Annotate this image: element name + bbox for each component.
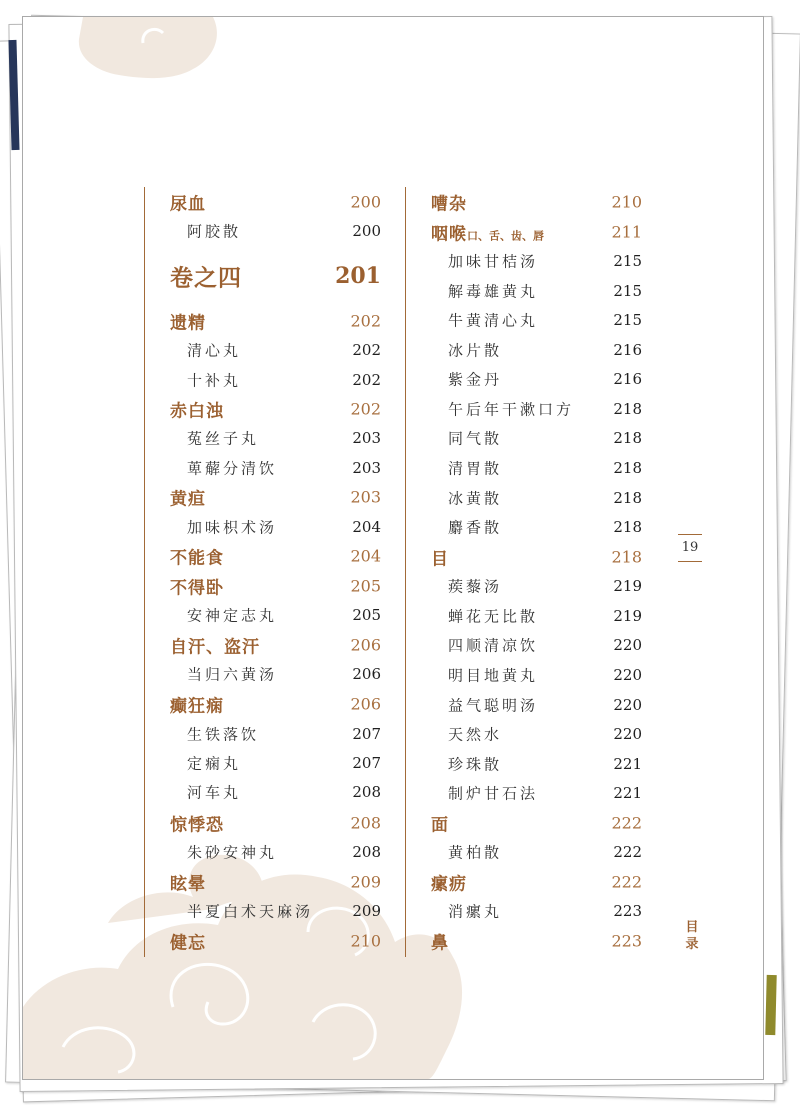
entry-page-number: 202 <box>352 341 381 359</box>
toc-entry-item[interactable] <box>406 662 642 688</box>
entry-title: 目 <box>431 549 449 570</box>
toc-entry-item[interactable] <box>406 455 642 481</box>
toc-entry-item[interactable] <box>145 750 381 776</box>
entry-page-number: 205 <box>350 576 381 596</box>
toc-entry-item[interactable] <box>406 366 642 392</box>
entry-title: 菟丝子丸 <box>187 429 260 448</box>
entry-title: 赤白浊 <box>170 401 224 422</box>
entry-title: 四顺清凉饮 <box>448 636 539 655</box>
entry-title: 清胃散 <box>448 459 503 478</box>
entry-title: 卷之四 <box>170 264 242 292</box>
toc-column-right <box>405 187 640 957</box>
entry-page-number: 209 <box>350 872 381 892</box>
toc-entry-volume[interactable] <box>145 263 381 292</box>
entry-page-number: 216 <box>613 340 642 359</box>
entry-title: 惊悸恐 <box>170 815 224 836</box>
page-number: 19 <box>678 534 702 562</box>
entry-title: 鼻 <box>431 933 449 954</box>
entry-page-number: 216 <box>613 370 642 389</box>
entry-title: 朱砂安神丸 <box>187 843 278 862</box>
entry-page-number: 204 <box>352 518 381 536</box>
toc-entry-heading[interactable] <box>406 869 642 895</box>
entry-page-number: 221 <box>613 754 642 773</box>
entry-page-number: 215 <box>613 252 642 271</box>
entry-title: 嘈杂 <box>431 194 467 215</box>
entry-page-number: 202 <box>352 371 381 389</box>
entry-title: 益气聪明汤 <box>448 696 539 715</box>
entry-title: 安神定志丸 <box>187 606 278 625</box>
entry-page-number: 203 <box>352 429 381 447</box>
toc-entry-item[interactable] <box>145 898 381 924</box>
entry-title: 制炉甘石法 <box>448 784 539 803</box>
entry-page-number: 223 <box>611 931 642 951</box>
toc-entry-item[interactable] <box>145 779 381 805</box>
toc-entry-heading[interactable] <box>145 308 381 334</box>
toc-entry-heading[interactable] <box>406 544 642 570</box>
entry-title: 面 <box>431 815 449 836</box>
toc-entry-item[interactable] <box>406 248 642 274</box>
entry-page-number: 200 <box>350 192 381 212</box>
entry-title: 当归六黄汤 <box>187 665 278 684</box>
entry-title: 加味甘桔汤 <box>448 252 539 271</box>
entry-subtitle-note: 口、舌、齿、唇 <box>467 229 544 243</box>
toc-entry-heading[interactable] <box>145 484 381 510</box>
entry-page-number: 204 <box>350 546 381 566</box>
entry-title: 咽喉口、舌、齿、唇 <box>431 224 544 245</box>
entry-title: 定痫丸 <box>187 754 242 773</box>
toc-entry-item[interactable] <box>406 396 642 422</box>
entry-title: 眩晕 <box>170 874 206 895</box>
toc-column-left <box>144 187 379 957</box>
entry-page-number: 206 <box>350 694 381 714</box>
entry-title: 癫狂痫 <box>170 696 224 717</box>
entry-page-number: 218 <box>611 547 642 567</box>
cloud-pattern-decoration <box>23 17 763 1079</box>
entry-page-number: 208 <box>352 843 381 861</box>
entry-page-number: 218 <box>613 399 642 418</box>
cover-edge <box>765 975 776 1035</box>
entry-page-number: 222 <box>611 872 642 892</box>
toc-entry-item[interactable] <box>145 661 381 687</box>
entry-title: 蒺藜汤 <box>448 577 503 596</box>
toc-entry-item[interactable] <box>145 367 381 393</box>
toc-entry-item[interactable] <box>406 839 642 865</box>
toc-entry-item[interactable] <box>406 573 642 599</box>
entry-title: 珍珠散 <box>448 755 503 774</box>
entry-page-number: 220 <box>613 665 642 684</box>
toc-entry-item[interactable] <box>406 692 642 718</box>
toc-entry-heading[interactable] <box>145 691 381 717</box>
entry-title: 冰黄散 <box>448 489 503 508</box>
entry-page-number: 218 <box>613 488 642 507</box>
entry-page-number: 206 <box>352 665 381 683</box>
toc-entry-item[interactable] <box>406 337 642 363</box>
entry-title: 加味枳术汤 <box>187 518 278 537</box>
entry-title: 午后年干漱口方 <box>448 400 575 419</box>
toc-entry-item[interactable] <box>406 425 642 451</box>
entry-page-number: 208 <box>352 783 381 801</box>
entry-title: 遗精 <box>170 313 206 334</box>
toc-entry-heading[interactable] <box>145 928 381 954</box>
entry-title: 不能食 <box>170 548 224 569</box>
toc-entry-heading[interactable] <box>145 810 381 836</box>
toc-entry-item[interactable] <box>145 839 381 865</box>
entry-title: 自汗、盗汗 <box>170 637 260 658</box>
entry-page-number: 201 <box>335 263 381 289</box>
entry-title: 冰片散 <box>448 341 503 360</box>
entry-title: 半夏白术天麻汤 <box>187 902 314 921</box>
entry-page-number: 218 <box>613 518 642 537</box>
entry-title: 瘰疬 <box>431 874 467 895</box>
entry-page-number: 207 <box>352 754 381 772</box>
toc-entry-item[interactable] <box>406 514 642 540</box>
toc-entry-item[interactable] <box>145 721 381 747</box>
entry-page-number: 221 <box>613 784 642 803</box>
entry-page-number: 209 <box>352 902 381 920</box>
toc-entry-item[interactable] <box>145 337 381 363</box>
entry-title: 萆薢分清饮 <box>187 459 278 478</box>
toc-entry-item[interactable] <box>406 632 642 658</box>
entry-page-number: 219 <box>613 606 642 625</box>
toc-entry-heading[interactable] <box>406 219 642 245</box>
toc-entry-item[interactable] <box>406 780 642 806</box>
toc-entry-item[interactable] <box>406 485 642 511</box>
entry-page-number: 203 <box>352 459 381 477</box>
entry-title: 明目地黄丸 <box>448 666 539 685</box>
entry-page-number: 202 <box>350 311 381 331</box>
entry-title: 健忘 <box>170 933 206 954</box>
entry-page-number: 210 <box>350 931 381 951</box>
entry-page-number: 215 <box>613 281 642 300</box>
toc-entry-heading[interactable] <box>145 632 381 658</box>
toc-entry-heading[interactable] <box>145 189 381 215</box>
entry-title: 同气散 <box>448 429 503 448</box>
toc-page <box>22 16 764 1080</box>
entry-title: 黄疸 <box>170 489 206 510</box>
entry-page-number: 218 <box>613 429 642 448</box>
entry-page-number: 211 <box>611 222 642 242</box>
toc-entry-item[interactable] <box>145 602 381 628</box>
entry-page-number: 220 <box>613 725 642 744</box>
entry-title: 不得卧 <box>170 578 224 599</box>
entry-page-number: 200 <box>352 222 381 240</box>
entry-page-number: 219 <box>613 577 642 596</box>
entry-page-number: 208 <box>350 813 381 833</box>
entry-title: 紫金丹 <box>448 370 503 389</box>
toc-entry-item[interactable] <box>145 455 381 481</box>
section-label: 目录 <box>685 920 699 952</box>
entry-title: 牛黄清心丸 <box>448 311 539 330</box>
entry-title: 消瘰丸 <box>448 902 503 921</box>
entry-page-number: 218 <box>613 459 642 478</box>
toc-entry-item[interactable] <box>406 721 642 747</box>
entry-title: 尿血 <box>170 194 206 215</box>
entry-title: 麝香散 <box>448 518 503 537</box>
entry-title: 蝉花无比散 <box>448 607 539 626</box>
entry-page-number: 215 <box>613 311 642 330</box>
toc-entry-item[interactable] <box>145 218 381 244</box>
toc-entry-item[interactable] <box>406 278 642 304</box>
entry-page-number: 220 <box>613 695 642 714</box>
entry-title: 清心丸 <box>187 341 242 360</box>
toc-entry-item[interactable] <box>406 898 642 924</box>
toc-entry-heading[interactable] <box>145 543 381 569</box>
entry-title: 解毒雄黄丸 <box>448 282 539 301</box>
toc-entry-item[interactable] <box>406 603 642 629</box>
toc-entry-item[interactable] <box>145 425 381 451</box>
entry-title: 天然水 <box>448 725 503 744</box>
entry-title: 河车丸 <box>187 783 242 802</box>
toc-entry-heading[interactable] <box>145 869 381 895</box>
entry-title: 黄柏散 <box>448 843 503 862</box>
entry-page-number: 203 <box>350 487 381 507</box>
entry-title: 阿胶散 <box>187 222 242 241</box>
toc-entry-heading[interactable] <box>145 573 381 599</box>
entry-page-number: 205 <box>352 606 381 624</box>
entry-page-number: 210 <box>611 192 642 212</box>
toc-entry-heading[interactable] <box>406 810 642 836</box>
entry-page-number: 222 <box>611 813 642 833</box>
toc-entry-heading[interactable] <box>406 189 642 215</box>
toc-entry-heading[interactable] <box>406 928 642 954</box>
toc-entry-item[interactable] <box>145 514 381 540</box>
toc-entry-heading[interactable] <box>145 396 381 422</box>
entry-page-number: 220 <box>613 636 642 655</box>
entry-title: 十补丸 <box>187 371 242 390</box>
entry-page-number: 223 <box>613 902 642 921</box>
entry-page-number: 202 <box>350 399 381 419</box>
entry-title: 生铁落饮 <box>187 725 260 744</box>
toc-entry-item[interactable] <box>406 307 642 333</box>
entry-page-number: 222 <box>613 843 642 862</box>
toc-entry-item[interactable] <box>406 751 642 777</box>
entry-page-number: 206 <box>350 635 381 655</box>
entry-page-number: 207 <box>352 725 381 743</box>
